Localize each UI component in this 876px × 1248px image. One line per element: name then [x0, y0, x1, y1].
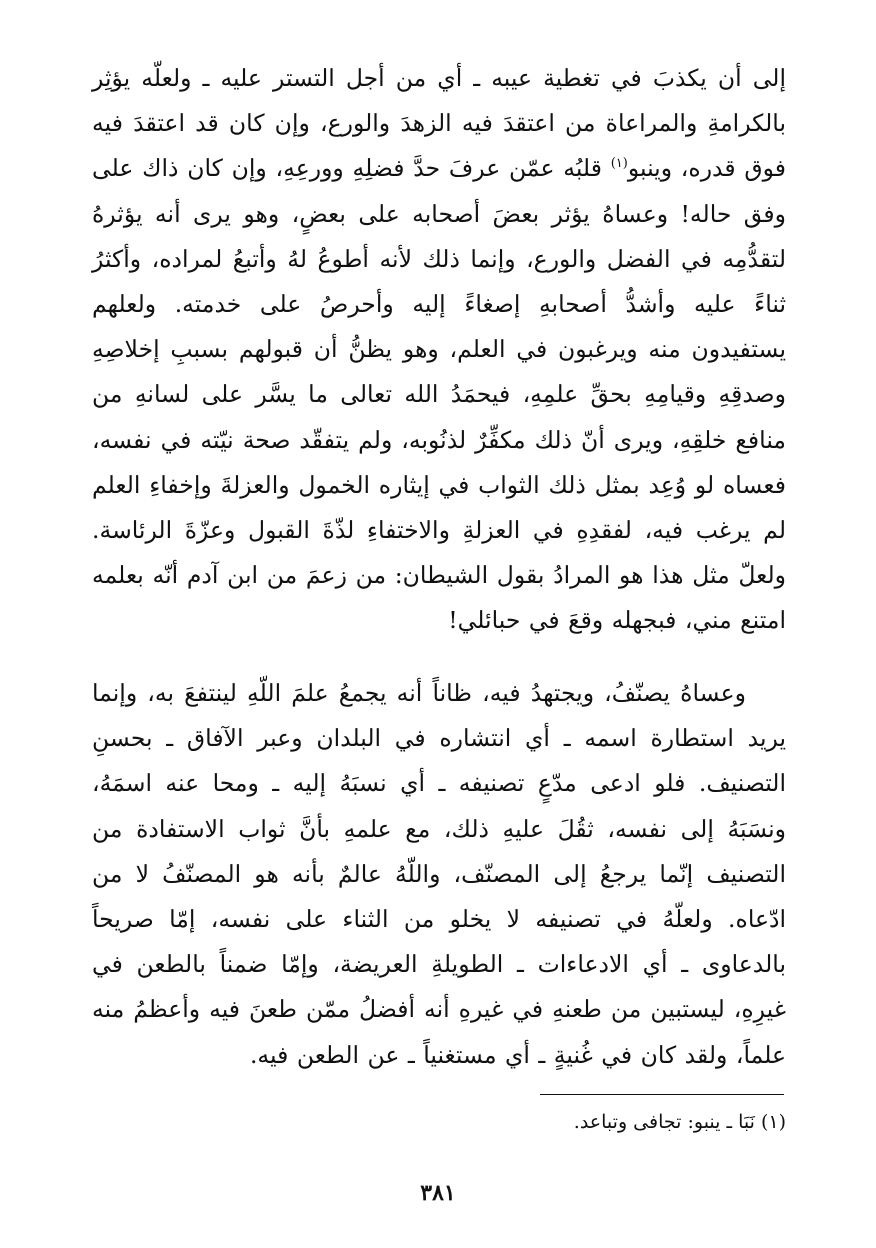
- paragraph-1-text: إلى أن يكذبَ في تغطية عيبه ـ أي من أجل التستر عليه ـ ولعلّه يؤثِر بالكرامةِ والمراعاة من اعتقدَ فيه الزهدَ والورع، وإن كان قد اعتقدَ فيه فوق قدره، وينبو: [92, 64, 786, 183]
- body-paragraph-1: [92, 56, 786, 644]
- page-number: ٣٨١: [420, 1180, 456, 1206]
- footnote-marker: (١): [610, 156, 628, 172]
- body-paragraph-2: وعساهُ يصنّفُ، ويجتهدُ فيه، ظاناً أنه يجمعُ علمَ اللّهِ لينتفعَ به، وإنما يريد استطارة اسمه ـ أي انتشاره في البلدان وعبر الآفاق ـ بحسنِ التصنيف. فلو ادعى مدّعٍ تصنيفه ـ أي نسبَهُ إليه ـ ومحا عنه اسمَهُ، ونسَبَهُ إلى نفسه، ثقُلَ عليهِ ذلك، مع علمهِ بأنَّ ثواب الاستفادة من التصنيف إنّما يرجعُ إلى المصنّف، واللّهُ عالمٌ بأنه هو المصنّفُ لا من ادّعاه. ولعلّهُ في تصنيفه لا يخلو من الثناء على نفسه، إمّا صريحاً بالدعاوى ـ أي الادعاءات ـ الطويلةِ العريضة، وإمّا ضمناً بالطعن في غيرِهِ، ليستبين من طعنهِ في غيرهِ أنه أفضلُ ممّن طعنَ فيه وأعظمُ منه علماً، ولقد كان في غُنيةٍ ـ أي مستغنياً ـ عن الطعن فيه.: [92, 679, 786, 1069]
- footnote-separator-rule: [540, 1094, 784, 1095]
- footnote: (١) نَبَا ـ ينبو: تجافى وتباعد.: [573, 1111, 786, 1133]
- paragraph-1-continuation: قلبُه عمّن عرفَ حدَّ فضلِهِ وورعِهِ، وإن كان ذاك على وفق حاله! وعساهُ يؤثر بعضَ أصحابه على بعضٍ، وهو يرى أنه يؤثرهُ لتقدُّمِه في الفضل والورع، وإنما ذلك لأنه أطوعُ لهُ وأتبعُ لمراده، وأكثرُ ثناءً عليه وأشدُّ أصحابهِ إصغاءً إليه وأحرصُ على خدمته. ولعلهم يستفيدون منه ويرغبون في العلم، وهو يظنُّ أن قبولهم بسببِ إخلاصِهِ وصدقِهِ وقيامِهِ بحقِّ علمِهِ، فيحمَدُ الله تعالى ما يسَّر على لسانهِ من منافع خلقِهِ، ويرى أنّ ذلك مكفِّرٌ لذنُوبه، ولم يتفقّد صحة نيّته في نفسه، فعساه لو وُعِد بمثل ذلك الثواب في إيثاره الخمول والعزلةَ وإخفاءِ العلم لم يرغب فيه، لفقدِهِ في العزلةِ والاختفاءِ لذّةَ القبول وعزّةَ الرئاسة. ولعلّ مثل هذا هو المرادُ بقول الشيطان: من زعمَ من ابن آدم أنّه بعلمه امتنع مني، فبجهله وقعَ في حبائلي!: [92, 154, 786, 635]
